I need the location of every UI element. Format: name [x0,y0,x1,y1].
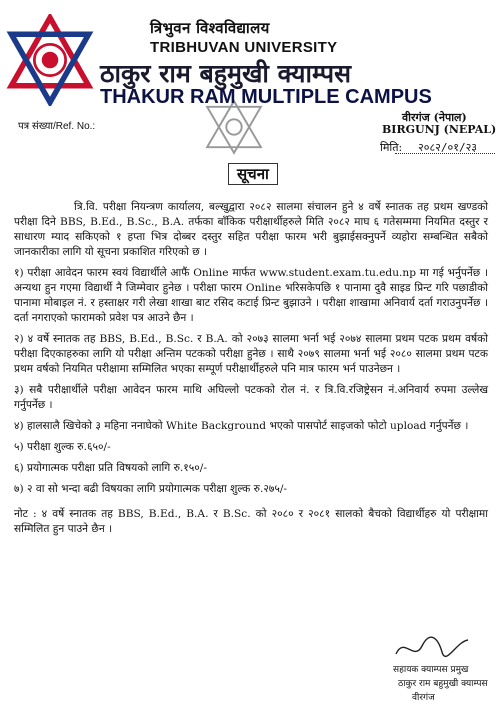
notice-item: ४) हालसालै खिचेको ३ महिना ननाघेको White Background भएको पासपोर्ट साइजको फोटो upload गर्नुपर्नेछ । [14,420,469,432]
signatory-campus: ठाकुर राम बहुमुखी क्याम्पस [398,679,488,689]
campus-name-np: ठाकुर राम बहुमुखी क्याम्पस [100,59,352,88]
campus-name-en: THAKUR RAM MULTIPLE CAMPUS [100,86,432,108]
notice-item: ६) प्रयोगात्मक परीक्षा प्रति विषयको लागि रु.१५०/- [14,462,207,474]
date-value: २०८२/०१/२३ [418,141,478,154]
notice-item: १) परीक्षा आवेदन फारम स्वयं विद्यार्थीले आफैं Online मार्फत www.student.exam.tu.edu.np मा गई भर्नुपर्नेछ । अन्यथा हुन गएमा विद्यार्थी नै जिम्मेवार हुनेछ । परीक्षा फारम Online भरिसकेपछि १ पानामा दुवै साइड प्रिन्ट गरि पछाडीको पानामा मोबाइल नं. र हस्ताक्षर गरी लेखा शाखा बाट रसिद कटाई प्रिन्ट बुझाउने । परीक्षा शाखामा अनिवार्य दर्ता गराउनुपर्नेछ । दर्ता नगराएको फारामको प्रवेश पत्र आउने छैन । [14,267,488,324]
notice-title: सूचना [228,163,278,185]
notice-body [14,200,488,543]
notice-item: ५) परीक्षा शुल्क रु.६५०/- [14,441,111,453]
city-np: वीरगंज (नेपाल) [402,111,467,124]
signatory-city: वीरगंज [412,693,435,703]
ref-no-label: पत्र संख्या/Ref. No.: [18,121,96,132]
notice-item: ७) २ वा सो भन्दा बढी विषयका लागि प्रयोगात्मक परीक्षा शुल्क रु.२७५/- [14,483,287,495]
signatory-title: सहायक क्याम्पस प्रमुख [393,665,469,675]
signature-scribble [390,632,474,666]
date-label: मिति: [380,141,403,154]
notice-note: नोट : ४ वर्षे स्नातक तह BBS, B.Ed., B.A. र B.Sc. को २०८० र २०८१ सालको बैचको विद्यार्थीहरु यो परीक्षामा सम्मिलित हुन पाउने छैन । [14,508,488,535]
city-en: BIRGUNJ (NEPAL) [382,123,497,136]
date-underline [395,153,495,154]
university-logo [4,14,96,106]
university-name-np: त्रिभुवन विश्वविद्यालय [150,19,270,37]
notice-item: ३) सबै परीक्षार्थीले परीक्षा आवेदन फारम माथि अघिल्लो पटकको रोल नं. र त्रि.वि.रजिष्ट्रेसन नं.अनिवार्य रुपमा उल्लेख गर्नुपर्नेछ । [14,384,488,411]
university-name-en: TRIBHUVAN UNIVERSITY [150,39,338,56]
notice-intro: त्रि.वि. परीक्षा नियन्त्रण कार्यालय, बल्खुद्वारा २०८२ सालमा संचालन हुने ४ वर्षे स्नातक तह प्रथम खण्डको परीक्षा दिने BBS, B.Ed., B.Sc., B.A. तर्फका बाँकिक परीक्षार्थीहरुले मिति २०८२ माघ ६ गतेसम्ममा नियमित दस्तुर र साधारण म्याद सकिएको १ हप्ता भित्र दोब्बर दस्तुर सहित परीक्षा फारम भरी बुझाईसक्नुपर्ने व्यहोरा सम्बन्धित सबैको जानकारीका लागि यो सूचना प्रकाशित गरिएको छ । [14,201,488,258]
notice-item: २) ४ वर्षे स्नातक तह BBS, B.Ed., B.Sc. र B.A. को २०७३ सालमा भर्ना भई २०७४ सालमा प्रथम पटक प्रथम वर्षको परीक्षा दिएकाहरुका लागि यो परीक्षा अन्तिम पटकको परीक्षा हुनेछ । साथै २०७९ सालमा भर्ना भई २०८० सालमा प्रथम पटक प्रथम वर्षको नियमित परीक्षामा सम्मिलित भएका सम्पूर्ण परीक्षार्थीहरुले पनि मात्र फारम भर्न पाउनेछन । [14,333,488,375]
